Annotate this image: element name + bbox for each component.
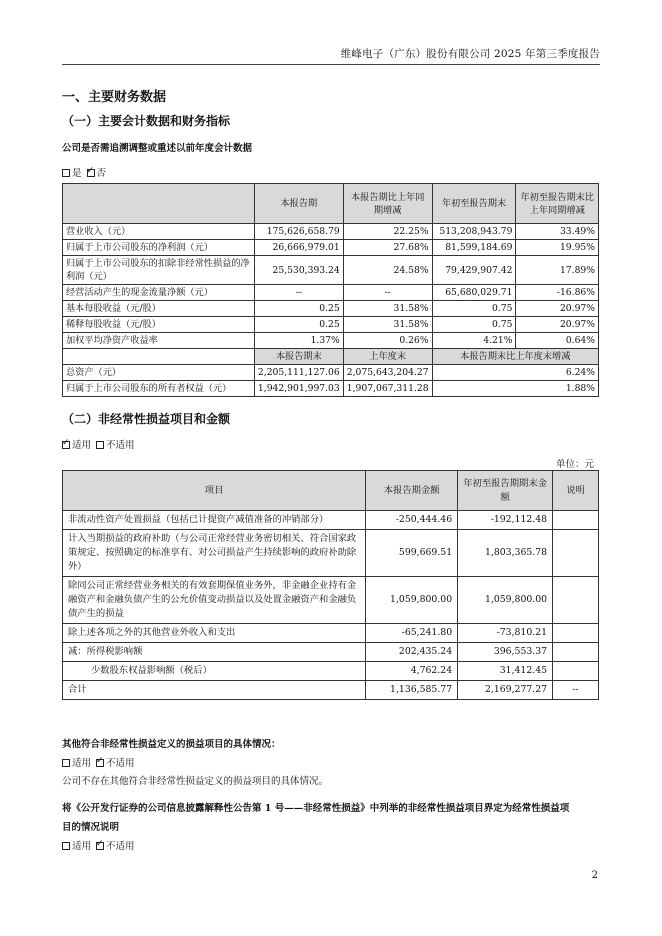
table-header-row (63, 471, 599, 511)
table-cell: 1,059,800.00 (458, 577, 553, 624)
table-header-row (63, 184, 599, 224)
checkbox-no-checked-icon (87, 169, 95, 177)
header-cell-empty (63, 349, 255, 365)
table-cell: 65,680,029.71 (432, 285, 516, 301)
reclass-title-line1: 将《公开发行证券的公司信息披露解释性公告第 1 号——非经常性损益》中列举的非经常性损益项目界定为经常性损益项 (62, 803, 570, 814)
table-cell: 1,136,585.77 (366, 681, 458, 700)
table-cell: 4.21% (432, 333, 516, 349)
table-cell: 1,059,800.00 (366, 577, 458, 624)
section-title-financial-data: 一、主要财务数据 (62, 90, 167, 105)
header-cell: 上年度末 (343, 349, 432, 365)
table-row (63, 381, 599, 397)
table-cell: 79,429,907.42 (432, 256, 516, 285)
table-cell: 0.75 (432, 301, 516, 317)
table-cell: 0.25 (254, 301, 343, 317)
table-cell: 1.37% (254, 333, 343, 349)
checkbox-not-applicable-checked-icon (96, 842, 104, 850)
table-cell (553, 511, 599, 530)
table-cell: 2,169,277.27 (458, 681, 553, 700)
table-cell: -192,112.48 (458, 511, 553, 530)
other-items-options (62, 755, 135, 769)
header-cell: 年初至报告期期末金额 (458, 471, 553, 511)
table-row (63, 577, 599, 624)
header-cell: 本报告期比上年同期增减 (343, 184, 432, 224)
table-row (63, 301, 599, 317)
table-cell: 26,666,979.01 (254, 240, 343, 256)
table-cell: 0.64% (516, 333, 599, 349)
option-applicable-label: 适用 (72, 841, 92, 852)
table-cell: 27.68% (343, 240, 432, 256)
row-label: 营业收入（元） (63, 224, 255, 240)
row-label: 经营活动产生的现金流量净额（元） (63, 285, 255, 301)
table-cell: 17.89% (516, 256, 599, 285)
table-cell: 25,530,393.24 (254, 256, 343, 285)
row-label: 合计 (63, 681, 366, 700)
table-cell: 31,412.45 (458, 662, 553, 681)
table-cell: 513,208,943.79 (432, 224, 516, 240)
table-cell: 2,205,111,127.06 (254, 365, 343, 381)
table-row (63, 530, 599, 577)
restate-options (62, 165, 106, 179)
table-cell: 396,553.37 (458, 643, 553, 662)
checkbox-yes-icon (62, 169, 70, 177)
table-row (63, 365, 599, 381)
table-cell: 24.58% (343, 256, 432, 285)
row-label: 少数股东权益影响额（税后） (63, 662, 366, 681)
table-cell: 81,599,184.69 (432, 240, 516, 256)
non-recurring-table (62, 470, 599, 700)
table-row (63, 511, 599, 530)
subsection-title-accounting-data: （一）主要会计数据和财务指标 (62, 114, 231, 128)
row-label: 归属于上市公司股东的扣除非经常性损益的净利润（元） (63, 256, 255, 285)
row-label: 基本每股收益（元/股） (63, 301, 255, 317)
row-label: 总资产（元） (63, 365, 255, 381)
table-cell: -65,241.80 (366, 624, 458, 643)
table-cell: 20.97% (516, 301, 599, 317)
table-subheader-row (63, 349, 599, 365)
applicable-options (62, 437, 135, 451)
table-cell: 33.49% (516, 224, 599, 240)
table-cell: 202,435.24 (366, 643, 458, 662)
restate-question: 公司是否需追溯调整或重述以前年度会计数据 (62, 143, 253, 154)
other-items-title: 其他符合非经常性损益定义的损益项目的具体情况： (62, 739, 281, 750)
page-number: 2 (591, 870, 598, 881)
option-no-label: 否 (96, 168, 107, 179)
header-cell: 本报告期 (254, 184, 343, 224)
table-cell: 20.97% (516, 317, 599, 333)
row-label: 减：所得税影响额 (63, 643, 366, 662)
row-label: 计入当期损益的政府补助（与公司正常经营业务密切相关、符合国家政策规定、按照确定的标准享有、对公司损益产生持续影响的政府补助除外） (63, 530, 366, 577)
table-cell: -73,810.21 (458, 624, 553, 643)
header-divider (62, 64, 600, 65)
table-row (63, 285, 599, 301)
table-cell (553, 662, 599, 681)
table-row (63, 643, 599, 662)
row-label: 稀释每股收益（元/股） (63, 317, 255, 333)
table-cell (553, 643, 599, 662)
option-applicable-label: 适用 (72, 440, 92, 451)
table-cell: 2,075,643,204.27 (343, 365, 432, 381)
table-row (63, 317, 599, 333)
header-cell: 年初至报告期末 (432, 184, 516, 224)
checkbox-applicable-checked-icon (62, 441, 70, 449)
row-label: 除上述各项之外的其他营业外收入和支出 (63, 624, 366, 643)
header-cell: 本报告期金额 (366, 471, 458, 511)
table-cell: -- (343, 285, 432, 301)
table-cell (553, 530, 599, 577)
table-row (63, 662, 599, 681)
header-cell: 本报告期末 (254, 349, 343, 365)
checkbox-applicable-icon (62, 759, 70, 767)
row-label: 归属于上市公司股东的净利润（元） (63, 240, 255, 256)
table-row (63, 333, 599, 349)
key-financial-table (62, 183, 599, 397)
table-cell (553, 577, 599, 624)
table-cell: 22.25% (343, 224, 432, 240)
reclass-options (62, 838, 135, 852)
table-cell: 6.24% (432, 365, 598, 381)
table-row (63, 624, 599, 643)
table-cell: 175,626,658.79 (254, 224, 343, 240)
reclass-title-line2: 目的情况说明 (62, 822, 120, 833)
table-cell: 0.25 (254, 317, 343, 333)
table-cell: 31.58% (343, 317, 432, 333)
table-row (63, 240, 599, 256)
table-cell: -- (254, 285, 343, 301)
table-cell: 1.88% (432, 381, 598, 397)
table-cell (553, 624, 599, 643)
header-cell (63, 184, 255, 224)
checkbox-not-applicable-icon (96, 441, 104, 449)
header-cell: 年初至报告期末比上年同期增减 (516, 184, 599, 224)
checkbox-not-applicable-checked-icon (96, 759, 104, 767)
option-not-applicable-label: 不适用 (106, 758, 135, 769)
row-label: 归属于上市公司股东的所有者权益（元） (63, 381, 255, 397)
checkbox-applicable-icon (62, 842, 70, 850)
table-cell: 0.26% (343, 333, 432, 349)
row-label: 加权平均净资产收益率 (63, 333, 255, 349)
table-cell: 4,762.24 (366, 662, 458, 681)
row-label: 除同公司正常经营业务相关的有效套期保值业务外，非金融企业持有金融资产和金融负债产生的公允价值变动损益以及处置金融资产和金融负债产生的损益 (63, 577, 366, 624)
table-cell: -16.86% (516, 285, 599, 301)
option-not-applicable-label: 不适用 (106, 440, 135, 451)
option-yes-label: 是 (72, 168, 82, 179)
other-items-note: 公司不存在其他符合非经常性损益定义的损益项目的具体情况。 (62, 776, 329, 787)
header-cell: 说明 (553, 471, 599, 511)
table-row (63, 681, 599, 700)
table-row (63, 256, 599, 285)
table-cell: 0.75 (432, 317, 516, 333)
row-label: 非流动性资产处置损益（包括已计提资产减值准备的冲销部分） (63, 511, 366, 530)
unit-label: 单位：元 (555, 459, 594, 470)
option-applicable-label: 适用 (72, 758, 92, 769)
table-cell: 1,907,067,311.28 (343, 381, 432, 397)
table-cell: 1,942,901,997.03 (254, 381, 343, 397)
header-cell: 项目 (63, 471, 366, 511)
table-cell: 31.58% (343, 301, 432, 317)
table-cell: 19.95% (516, 240, 599, 256)
table-row (63, 224, 599, 240)
header-cell: 本报告期末比上年度末增减 (432, 349, 598, 365)
table-cell: 599,669.51 (366, 530, 458, 577)
option-not-applicable-label: 不适用 (106, 841, 135, 852)
table-cell: -- (553, 681, 599, 700)
table-cell: -250,444.46 (366, 511, 458, 530)
subsection-title-non-recurring: （二）非经常性损益项目和金额 (62, 412, 231, 426)
report-header-title: 维峰电子（广东）股份有限公司 2025 年第三季度报告 (340, 48, 600, 60)
table-cell: 1,803,365.78 (458, 530, 553, 577)
